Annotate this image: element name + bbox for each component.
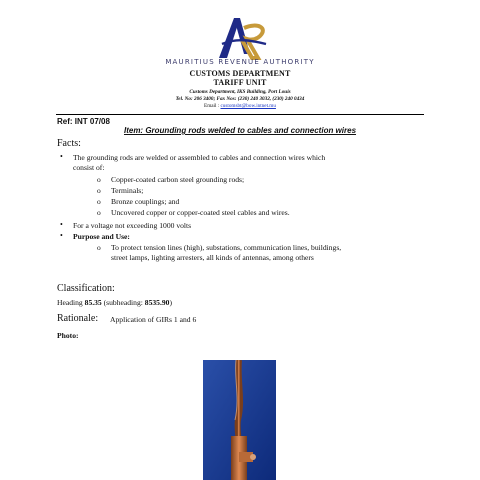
heading-word: Heading	[57, 298, 83, 307]
sub-bullet-icon: o	[97, 186, 101, 195]
mra-logo-icon	[214, 14, 270, 60]
fact-text: For a voltage not exceeding 1000 volts	[73, 221, 192, 230]
sub-item: Copper-coated carbon steel grounding rods;	[111, 175, 245, 184]
subheading-word: (subheading:	[103, 298, 143, 307]
sub-bullet-icon: o	[97, 243, 101, 252]
grounding-rod-photo	[203, 360, 276, 480]
unit-title: TARIFF UNIT	[213, 78, 267, 87]
phone-fax-line: Tel. No: 206 3400; Fax Nos: (230) 240 3032, (230) 240 0434	[175, 96, 305, 102]
sub-item: Bronze couplings; and	[111, 197, 180, 206]
fact-text: The grounding rods are welded or assembled to cables and connection wires which	[73, 153, 326, 162]
sub-item: Terminals;	[111, 186, 144, 195]
rationale-label: Rationale:	[57, 313, 99, 324]
address-line: Customs Department, IKS Building, Port Louis	[189, 89, 291, 95]
bullet-icon: •	[60, 152, 63, 161]
sub-bullet-icon: o	[97, 197, 101, 206]
email-line	[0, 103, 480, 109]
photo-label: Photo:	[57, 331, 79, 340]
reference-number: Ref: INT 07/08	[57, 117, 110, 126]
classification-line	[57, 298, 172, 307]
subheading-code: 8535.90	[144, 298, 170, 307]
facts-heading: Facts:	[57, 138, 81, 149]
sub-item: Uncovered copper or copper-coated steel cables and wires.	[111, 208, 290, 217]
classification-heading: Classification:	[57, 283, 115, 294]
email-label: Email :	[204, 103, 220, 109]
purpose-label: Purpose and Use:	[73, 232, 130, 241]
subheading-close: )	[169, 298, 172, 307]
header-divider	[56, 114, 424, 115]
bullet-icon: •	[60, 231, 63, 240]
item-title: Item: Grounding rods welded to cables and connection wires	[123, 126, 357, 135]
fact-text-cont: consist of:	[73, 163, 105, 172]
sub-bullet-icon: o	[97, 175, 101, 184]
rationale-text: Application of GIRs 1 and 6	[110, 315, 197, 324]
email-link[interactable]: customsbt@bow.intnet.mu	[220, 103, 276, 109]
department-title: CUSTOMS DEPARTMENT	[189, 69, 291, 78]
purpose-text-cont: street lamps, lighting arresters, all kinds of antennas, among others	[111, 253, 314, 262]
bullet-icon: •	[60, 220, 63, 229]
sub-bullet-icon: o	[97, 208, 101, 217]
purpose-text: To protect tension lines (high), substations, communication lines, buildings,	[111, 243, 342, 252]
organization-name: MAURITIUS REVENUE AUTHORITY	[165, 58, 315, 66]
heading-code: 85.35	[84, 298, 102, 307]
